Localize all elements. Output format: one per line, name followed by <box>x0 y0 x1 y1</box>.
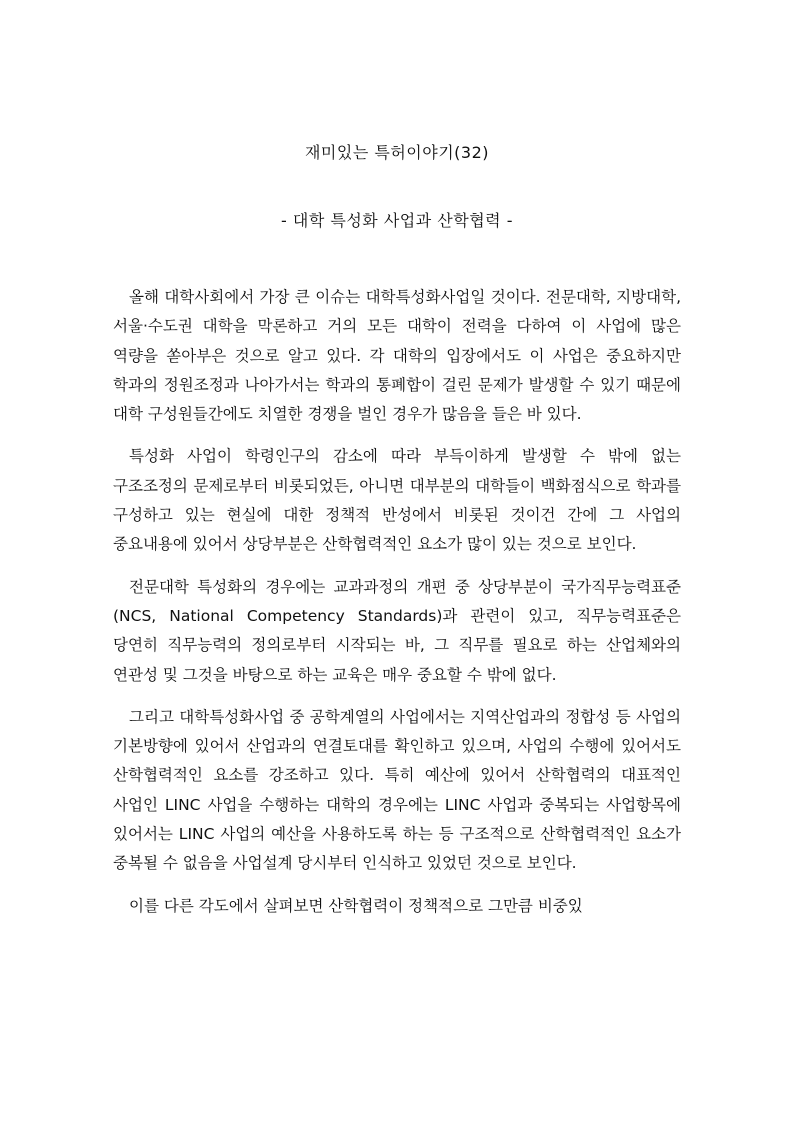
body-paragraph: 전문대학 특성화의 경우에는 교과과정의 개편 중 상당부분이 국가직무능력표준(NCS, National Competency Standards)과 관련이 있고, 직무능력표준은 당연히 직무능력의 정의로부터 시작되는 바, 그 직무를 필요로 하는 산업체와의 연관성 및 그것을 바탕으로 하는 교육은 매우 중요할 수 밖에 없다. <box>113 577 681 684</box>
body-paragraph: 특성화 사업이 학령인구의 감소에 따라 부득이하게 발생할 수 밖에 없는 구조조정의 문제로부터 비롯되었든, 아니면 대부분의 대학들이 백화점식으로 학과를 구성하고 있는 현실에 대한 정책적 반성에서 비롯된 것이건 간에 그 사업의 중요내용에 있어서 상당부분은 산학협력적인 요소가 많이 있는 것으로 보인다. <box>113 447 681 554</box>
body-paragraph: 이를 다른 각도에서 살펴보면 산학협력이 정책적으로 그만큼 비중있 <box>129 896 583 915</box>
document-subtitle: - 대학 특성화 사업과 산학협력 - <box>281 211 513 230</box>
body-paragraph: 올해 대학사회에서 가장 큰 이슈는 대학특성화사업일 것이다. 전문대학, 지방대학, 서울·수도권 대학을 막론하고 거의 모든 대학이 전력을 다하여 이 사업에 많은 역량을 쏟아부은 것으로 알고 있다. 각 대학의 입장에서도 이 사업은 중요하지만 학과의 정원조정과 나아가서는 학과의 통폐합이 걸린 문제가 발생할 수 있기 때문에 대학 구성원들간에도 치열한 경쟁을 벌인 경우가 많음을 들은 바 있다. <box>113 288 681 424</box>
document-title: 재미있는 특허이야기(32) <box>304 143 490 162</box>
document-body <box>113 283 681 934</box>
body-paragraph: 그리고 대학특성화사업 중 공학계열의 사업에서는 지역산업과의 정합성 등 사업의 기본방향에 있어서 산업과의 연결토대를 확인하고 있으며, 사업의 수행에 있어서도 산학협력적인 요소를 강조하고 있다. 특히 예산에 있어서 산학협력의 대표적인 사업인 LINC 사업을 수행하는 대학의 경우에는 LINC 사업과 중복되는 사업항목에 있어서는 LINC 사업의 예산을 사용하도록 하는 등 구조적으로 산학협력적인 요소가 중복될 수 없음을 사업설계 당시부터 인식하고 있었던 것으로 보인다. <box>113 707 681 873</box>
